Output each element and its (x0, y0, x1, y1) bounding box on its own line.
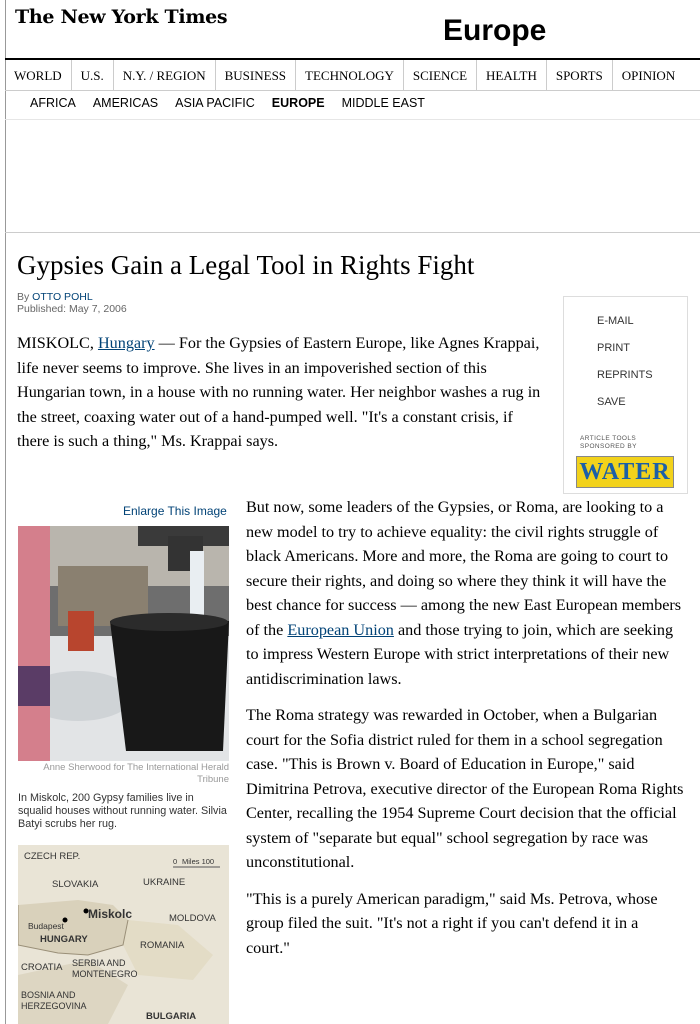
map-label-hungary: HUNGARY (40, 934, 88, 945)
nav-opinion[interactable]: OPINION (621, 68, 676, 83)
byline-prefix: By (17, 291, 33, 303)
map-scale-zero: 0 (173, 857, 178, 866)
map-scale: Miles 100 (182, 857, 215, 866)
article-paragraph-4: "This is a purely American paradigm," said Ms. Petrova, whose group filed the suit. "It's not a right if you can't defend it in a court." (246, 889, 658, 957)
nav-us[interactable]: U.S. (72, 60, 114, 90)
section-title: Europe (443, 14, 547, 47)
ad-space (5, 119, 700, 233)
subnav-americas[interactable]: AMERICAS (92, 96, 159, 110)
nav-business[interactable]: BUSINESS (216, 60, 296, 90)
email-tool[interactable]: E-MAIL (597, 315, 634, 327)
photo-credit: Anne Sherwood for The International Herald Tribune (43, 762, 229, 785)
article-paragraph-2 (246, 495, 686, 691)
paragraph-2-text-b: and those trying to join, which are seeking to impress Western Europe with strict interpretations of their new antidiscrimination laws. (246, 620, 674, 688)
nav-health[interactable]: HEALTH (477, 60, 547, 90)
byline (17, 291, 127, 315)
paragraph-2-text-a: But now, some leaders of the Gypsies, or Roma, are looking to a new model to try to achieve equality: the civil rights struggle of black Americans. More and more, the Roma are going to court to secure their rights, and doing so where they think it will have the best chance for success — among the new East European members of the (246, 498, 682, 639)
article-paragraph-3: The Roma strategy was rewarded in October, when a Bulgarian court for the Sofia district ruled for them in a school segregation case. "This is Brown v. Board of Education in Europe," said Dimitrina Petrova, executive director of the European Roma Rights Center, recalling the 1954 Supreme Court decision that the official system of "separate but equal" school segregation by race was unconstitutional. (246, 706, 684, 871)
photo-caption: In Miskolc, 200 Gypsy families live in squalid houses without running water. Silvia Batyi scrubs her rug. (18, 792, 227, 830)
dateline: MISKOLC, (17, 334, 98, 352)
save-tool[interactable]: SAVE (597, 396, 626, 408)
nyt-masthead-logo[interactable]: The New York Times (15, 6, 228, 28)
region-map[interactable] (18, 845, 229, 1024)
subnav-africa[interactable]: AFRICA (30, 96, 76, 110)
nav-science[interactable]: SCIENCE (404, 60, 477, 90)
map-label-moldova: MOLDOVA (169, 913, 216, 924)
nav-ny-region[interactable]: N.Y. / REGION (114, 60, 216, 90)
published-date: Published: May 7, 2006 (17, 303, 127, 315)
article-tools (563, 296, 688, 494)
map-label-romania: ROMANIA (140, 940, 185, 951)
map-label-ukraine: UKRAINE (143, 877, 186, 888)
map-label-slovakia: SLOVAKIA (52, 879, 99, 890)
article-column (246, 495, 686, 972)
map-label-bulgaria: BULGARIA (146, 1011, 197, 1022)
sub-nav (30, 96, 425, 110)
hungary-link[interactable]: Hungary (97, 334, 155, 352)
map-label-budapest: Budapest (28, 921, 64, 931)
map-label-bosnia: BOSNIA AND HERZEGOVINA (21, 990, 87, 1011)
european-union-link[interactable]: European Union (287, 620, 394, 639)
subnav-asia-pacific[interactable]: ASIA PACIFIC (175, 96, 255, 110)
water-sponsor-logo[interactable]: WATER (576, 456, 674, 488)
subnav-middle-east[interactable]: MIDDLE EAST (341, 96, 425, 110)
nav-sports[interactable]: SPORTS (547, 60, 613, 90)
enlarge-image-link[interactable]: Enlarge This Image (123, 504, 227, 518)
reprints-tool[interactable]: REPRINTS (597, 369, 653, 381)
nav-world[interactable]: WORLD (5, 60, 72, 90)
photo-illustration (18, 526, 229, 761)
main-nav (5, 58, 700, 91)
map-label-miskolc: Miskolc (88, 907, 133, 921)
map-label-czech: CZECH REP. (24, 851, 81, 862)
article-headline: Gypsies Gain a Legal Tool in Rights Fight (17, 250, 475, 280)
print-tool[interactable]: PRINT (597, 342, 630, 354)
article-photo[interactable] (18, 526, 229, 761)
map-label-croatia: CROATIA (21, 962, 63, 973)
article-paragraph-1 (17, 331, 547, 454)
map-label-serbia: SERBIA AND MONTENEGRO (72, 958, 138, 979)
sponsor-label: ARTICLE TOOLS SPONSORED BY (580, 435, 637, 450)
subnav-europe[interactable]: EUROPE (271, 96, 325, 110)
paragraph-1-text: — For the Gypsies of Eastern Europe, like Agnes Krappai, life never seems to improve. She lives in an impoverished section of this Hungarian town, in a house with no running water. Her neighbor washes a rug in the street, coaxing water out of a hand-pumped well. "It's a constant crisis, if there is such a thing," Ms. Krappai says. (17, 334, 541, 450)
author-link[interactable]: OTTO POHL (32, 291, 93, 303)
nav-technology[interactable]: TECHNOLOGY (296, 60, 404, 90)
